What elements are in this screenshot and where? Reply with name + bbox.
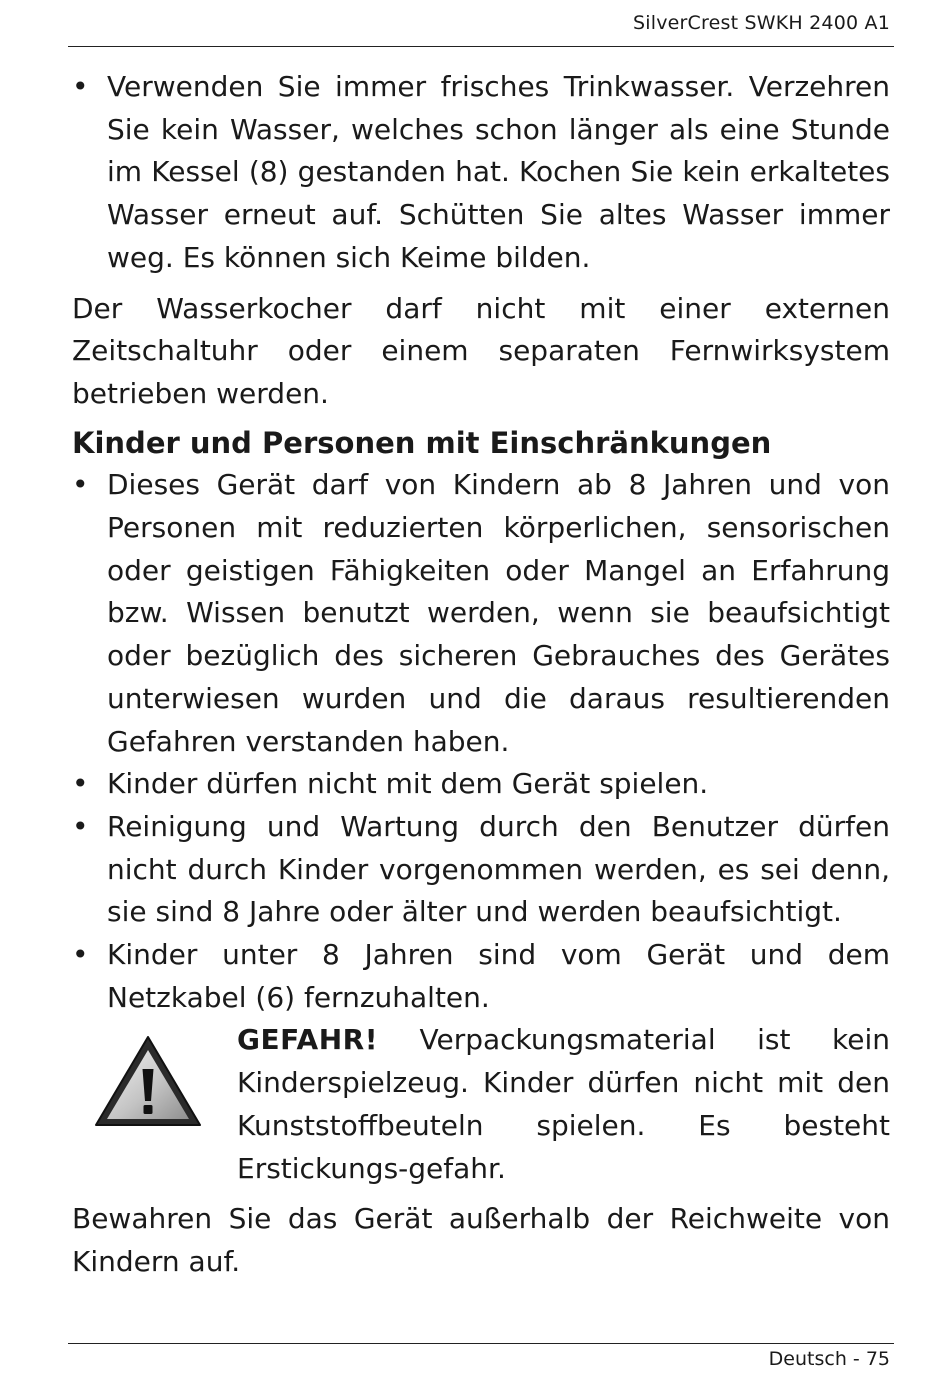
list-item xyxy=(72,806,890,934)
header-title: SilverCrest SWKH 2400 A1 xyxy=(632,12,890,34)
main-content xyxy=(72,66,890,1284)
bullet-icon: • xyxy=(72,809,89,843)
warning-label: GEFAHR! xyxy=(237,1023,378,1057)
bullet-icon: • xyxy=(72,767,89,801)
page-footer xyxy=(68,1343,894,1370)
bullet-icon: • xyxy=(72,468,89,502)
paragraph: Der Wasserkocher darf nicht mit einer externen Zeitschaltuhr oder einem separaten Fernwirksystem betrieben werden. xyxy=(72,291,890,410)
list-item-text: Kinder dürfen nicht mit dem Gerät spielen. xyxy=(107,767,709,801)
page-header xyxy=(68,0,894,47)
footer-text xyxy=(769,1348,890,1370)
bullet-icon: • xyxy=(72,938,89,972)
warning-text: Verpackungsmaterial ist kein Kinderspielzeug. Kinder dürfen nicht mit den Kunststoffbeuteln spielen. Es besteht Erstickungs-gefahr. xyxy=(237,1023,890,1185)
footer-language: Deutsch xyxy=(768,1348,847,1370)
list-item-text: Dieses Gerät darf von Kindern ab 8 Jahren und von Personen mit reduzierten körperlichen, sensorischen oder geistigen Fähigkeiten oder Mangel an Erfahrung bzw. Wissen benutzt werden, wenn sie beaufsichtigt oder bezüglich des sicheren Gebrauches des Gerätes unterwiesen wurden und die daraus resultierenden Gefahren verstanden haben. xyxy=(107,468,890,758)
warning-triangle-icon xyxy=(92,1033,204,1129)
list-item xyxy=(72,66,890,280)
list-item xyxy=(72,934,890,1019)
section-heading: Kinder und Personen mit Einschränkungen xyxy=(72,425,772,460)
list-item xyxy=(72,464,890,763)
list-item-text: Verwenden Sie immer frisches Trinkwasser. Verzehren Sie kein Wasser, welches schon länger als eine Stunde im Kessel (8) gestanden hat. Kochen Sie kein erkaltetes Wasser erneut auf. Schütten Sie altes Wasser immer weg. Es können sich Keime bilden. xyxy=(107,70,890,274)
list-item-text: Kinder unter 8 Jahren sind vom Gerät und dem Netzkabel (6) fernzuhalten. xyxy=(107,938,890,1014)
bullet-icon: • xyxy=(72,70,89,103)
warning-notice xyxy=(72,1019,890,1190)
paragraph: Bewahren Sie das Gerät außerhalb der Reichweite von Kindern auf. xyxy=(72,1202,890,1278)
page-number: 75 xyxy=(865,1348,890,1370)
list-item xyxy=(72,763,890,806)
footer-separator: - xyxy=(852,1348,860,1370)
list-item-text: Reinigung und Wartung durch den Benutzer dürfen nicht durch Kinder vorgenommen werden, es sei denn, sie sind 8 Jahre oder älter und werden beaufsichtigt. xyxy=(107,809,890,929)
